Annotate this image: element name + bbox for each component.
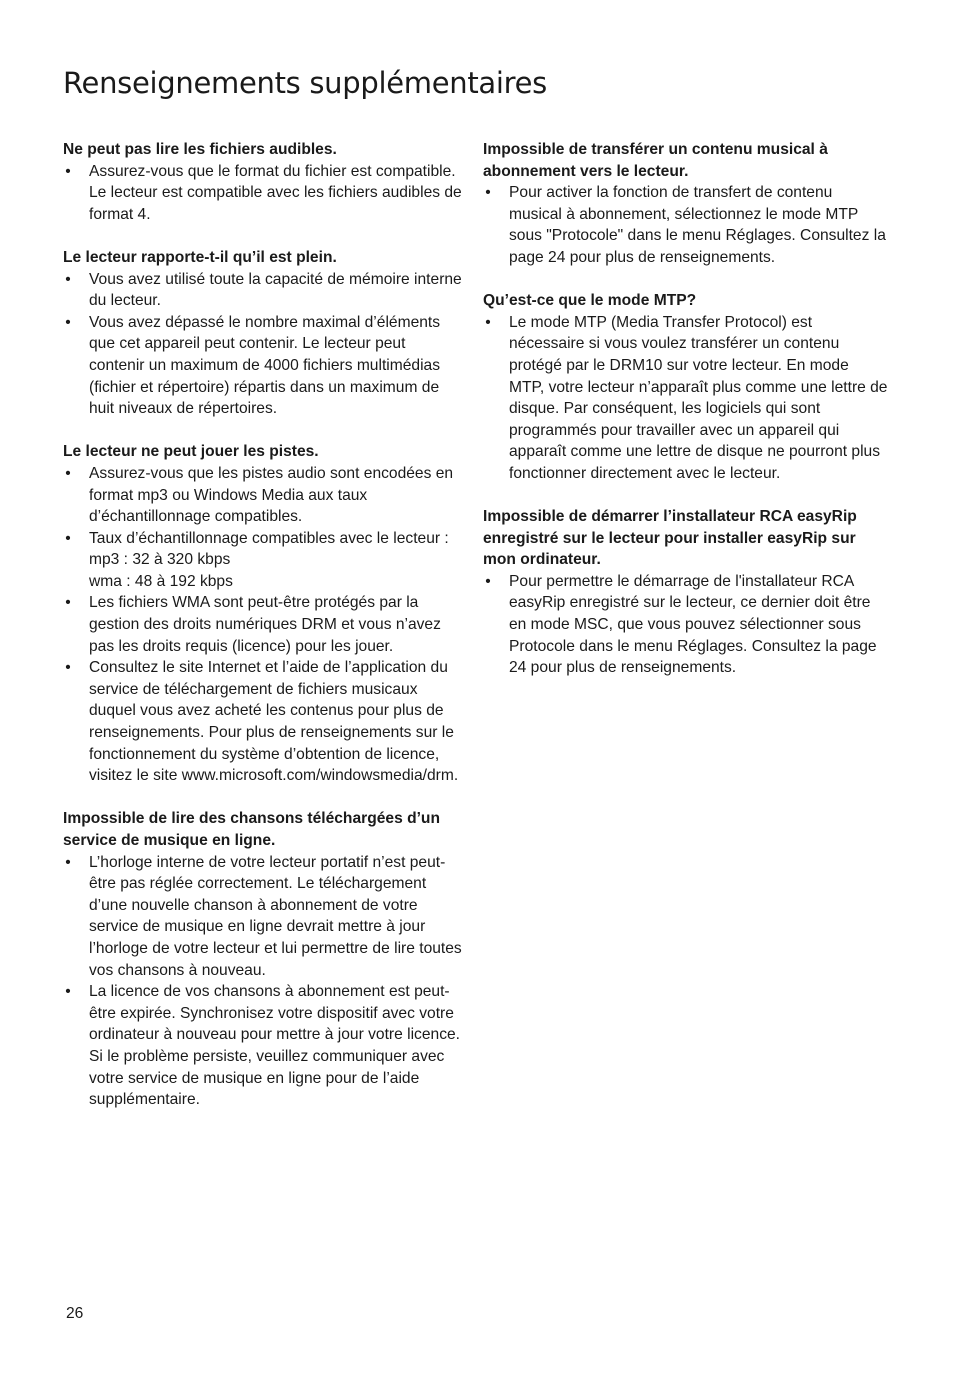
section-title: Ne peut pas lire les fichiers audibles. [63, 141, 337, 158]
list-item-text: Assurez-vous que le format du fichier est compatible. Le lecteur est compatible avec les fichiers audibles de format 4. [89, 162, 462, 223]
bullet-list [63, 161, 463, 226]
bullet-list [63, 852, 463, 1111]
list-item [483, 312, 888, 485]
list-item [483, 182, 888, 268]
list-item-text: Le mode MTP (Media Transfer Protocol) est nécessaire si vous voulez transférer un contenu protégé par le DRM10 sur votre lecteur. En mode MTP, votre lecteur n’apparaît plus comme une lettre de disque. Par conséquent, les logiciels qui sont programmés pour travailler avec un appareil qui apparaît comme une lettre de disque ne pourront plus fonctionner directement avec le lecteur. [509, 313, 888, 482]
page-title: Renseignements supplémentaires [63, 66, 547, 100]
bullet-icon: • [65, 853, 71, 871]
faq-section-easyrip-installer [483, 506, 888, 679]
bullet-icon: • [65, 313, 71, 331]
bullet-icon: • [65, 464, 71, 482]
list-item-text: Vous avez utilisé toute la capacité de mémoire interne du lecteur. [89, 270, 462, 310]
section-title: Impossible de lire des chansons téléchargées d’un service de musique en ligne. [63, 810, 440, 849]
list-item [63, 528, 463, 593]
bullet-icon: • [485, 313, 491, 331]
list-item-text: Pour permettre le démarrage de l'installateur RCA easyRip enregistré sur le lecteur, ce dernier doit être en mode MSC, que vous pouvez sélectionner sous Protocole dans le menu Réglages. Consultez la page 24 pour plus de renseignements. [509, 572, 877, 677]
list-item [483, 571, 888, 679]
list-item-text: Consultez le site Internet et l’aide de l’application du service de téléchargement de fichiers musicaux duquel vous avez acheté les contenus pour plus de renseignements. Pour plus de renseignements sur le fonctionnement du système d’obtention de licence, visitez le site www.microsoft.com/windowsmedia/drm. [89, 659, 459, 785]
faq-section-subscription-transfer [483, 139, 888, 269]
section-title: Le lecteur ne peut jouer les pistes. [63, 443, 319, 461]
bullet-list [63, 269, 463, 420]
left-column [63, 139, 463, 1132]
bullet-icon: • [65, 659, 71, 677]
page-number: 26 [66, 1305, 84, 1322]
bullet-icon: • [65, 529, 71, 547]
list-item [63, 312, 463, 420]
list-item [63, 161, 463, 226]
list-item [63, 269, 463, 312]
list-item-text: Assurez-vous que les pistes audio sont encodées en format mp3 ou Windows Media aux taux d’échantillonnage compatibles. [89, 464, 454, 526]
faq-section-cannot-play [63, 441, 463, 787]
bullet-icon: • [65, 594, 71, 612]
faq-section-mtp-mode [483, 290, 888, 484]
bullet-icon: • [65, 983, 71, 1001]
list-item [63, 852, 463, 982]
right-column [483, 139, 888, 700]
list-item-text: La licence de vos chansons à abonnement est peut-être expirée. Synchronisez votre dispositif avec votre ordinateur à nouveau pour mettre à jour votre licence. Si le problème persiste, veuillez communiquer avec votre service de musique en ligne pour de l’aide supplémentaire. [89, 983, 460, 1109]
list-item-text: L’horloge interne de votre lecteur portatif n’est peut-être pas réglée correctement. Le téléchargement d’une nouvelle chanson à abonnement de votre service de musique en ligne devrait mettre à jour l’horloge de votre lecteur et lui permettre de lire toutes vos chansons à nouveau. [89, 853, 462, 979]
bullet-icon: • [65, 270, 71, 288]
section-title: Impossible de démarrer l’installateur RCA easyRip enregistré sur le lecteur pour installer easyRip sur mon ordinateur. [483, 508, 857, 569]
list-item-text: Vous avez dépassé le nombre maximal d’éléments que cet appareil peut contenir. Le lecteur peut contenir un maximum de 4000 fichiers multimédias (fichier et répertoire) répartis dans un maximum de huit niveaux de répertoires. [89, 313, 441, 418]
faq-section-audible [63, 139, 463, 225]
list-item-text: Pour activer la fonction de transfert de contenu musical à abonnement, sélectionnez le mode MTP sous "Protocole" dans le menu Réglages. Consultez la page 24 pour plus de renseignements. [509, 184, 886, 266]
faq-section-player-full [63, 247, 463, 420]
section-title: Impossible de transférer un contenu musical à abonnement vers le lecteur. [483, 141, 828, 180]
section-title: Le lecteur rapporte-t-il qu’il est plein. [63, 248, 337, 266]
list-item-text: Les fichiers WMA sont peut-être protégés par la gestion des droits numériques DRM et vous n’avez pas les droits requis (licence) pour les jouer. [89, 594, 441, 655]
faq-section-online-songs [63, 808, 463, 1110]
list-item [63, 463, 463, 528]
bullet-list [483, 312, 888, 485]
bullet-list [63, 463, 463, 787]
list-item [63, 657, 463, 787]
list-item [63, 592, 463, 657]
section-title: Qu’est-ce que le mode MTP? [483, 292, 697, 310]
bullet-list [483, 571, 888, 679]
bullet-icon: • [485, 572, 491, 590]
list-item-text: Taux d’échantillonnage compatibles avec le lecteur : mp3 : 32 à 320 kbps wma : 48 à 192 kbps [89, 529, 449, 590]
bullet-icon: • [65, 162, 71, 180]
bullet-list [483, 182, 888, 268]
list-item [63, 981, 463, 1111]
bullet-icon: • [485, 184, 491, 202]
